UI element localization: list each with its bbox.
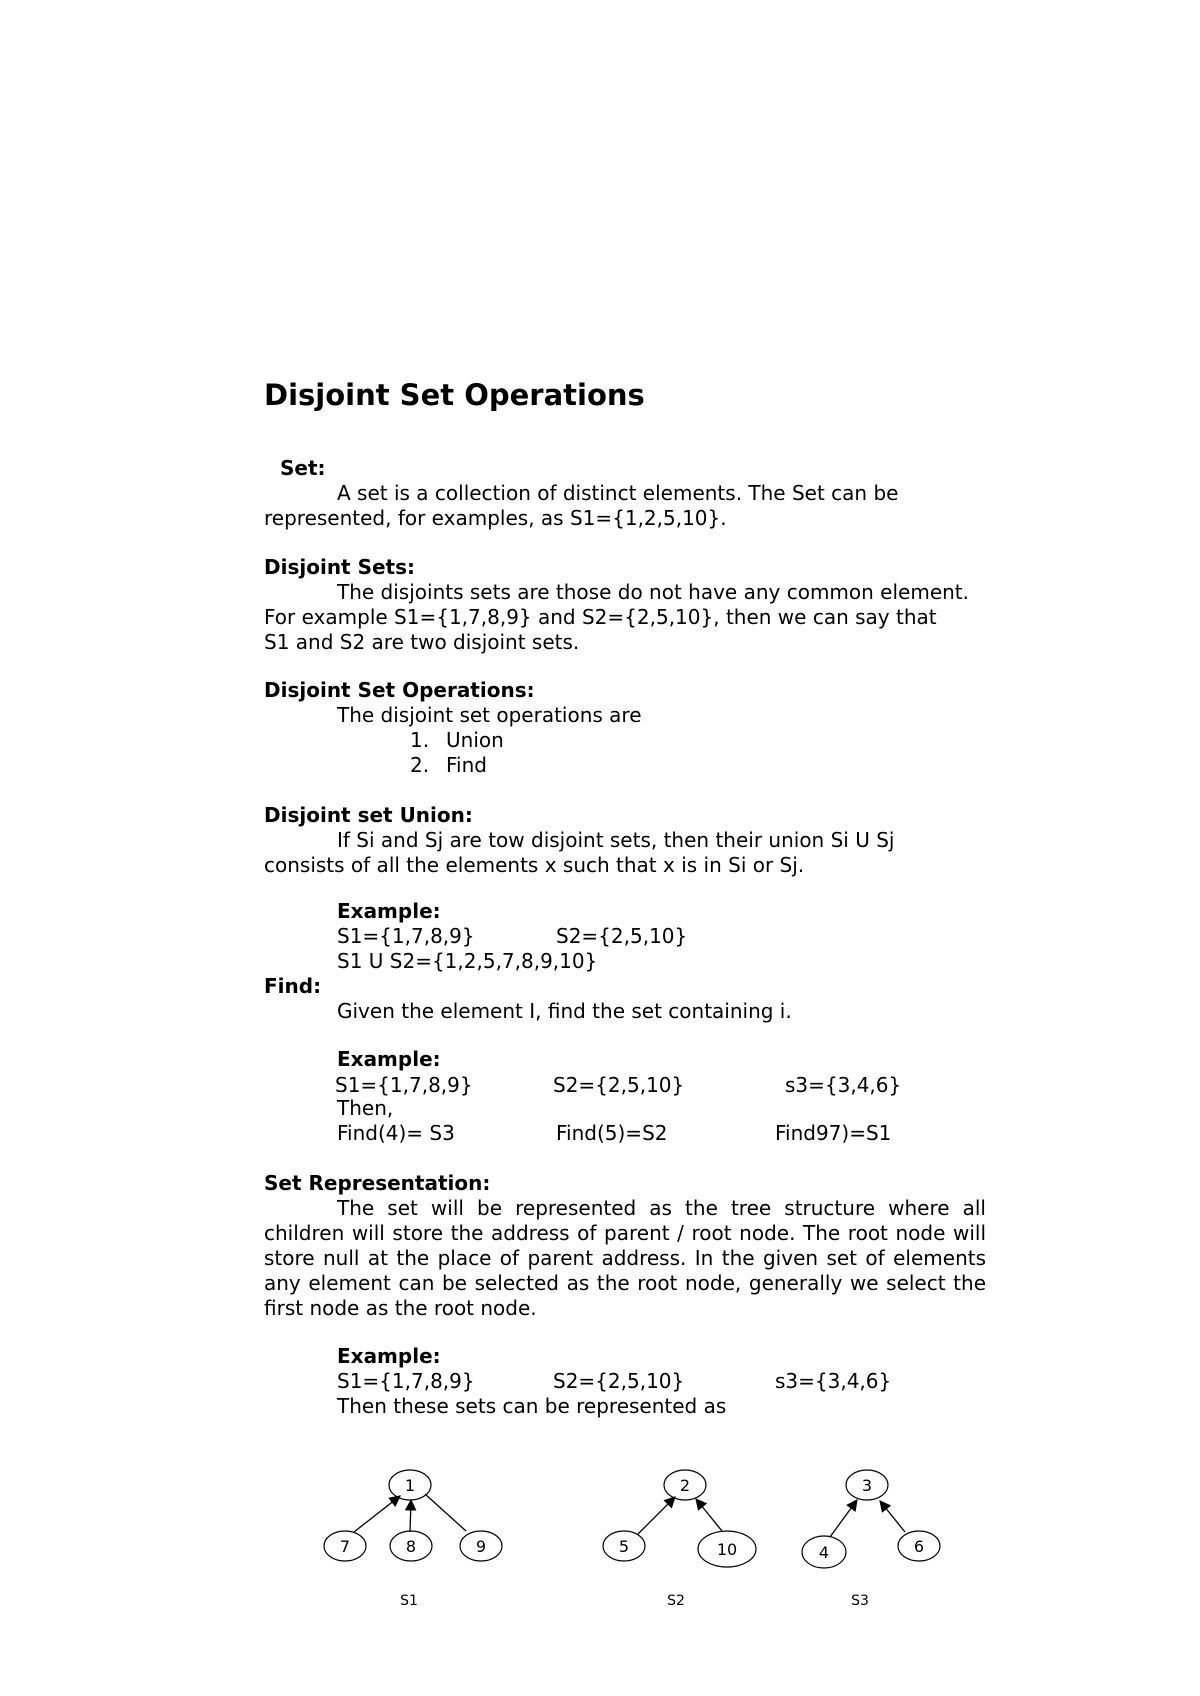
union-example-s1: S1={1,7,8,9} [337, 924, 475, 948]
tree-node-label: 7 [339, 1537, 351, 1556]
find-heading: Find: [264, 974, 322, 998]
tree-node-label: 1 [404, 1476, 416, 1495]
find-example-s3: s3={3,4,6} [785, 1073, 902, 1097]
find-example-heading: Example: [337, 1047, 441, 1071]
disjoint-sets-heading: Disjoint Sets: [264, 555, 416, 579]
disjoint-sets-line3: S1 and S2 are two disjoint sets. [264, 630, 580, 654]
tree-node-label: 4 [818, 1543, 830, 1562]
tree-caption-s1: S1 [400, 1593, 418, 1609]
union-line1: If Si and Sj are tow disjoint sets, then their union Si U Sj [337, 828, 895, 852]
representation-heading: Set Representation: [264, 1171, 491, 1195]
disjoint-sets-line2: For example S1={1,7,8,9} and S2={2,5,10}, then we can say that [264, 605, 937, 629]
operations-item-number: 1. [410, 728, 430, 752]
tree-caption-s3: S3 [851, 1593, 869, 1609]
find-example-s1: S1={1,7,8,9} [335, 1073, 473, 1097]
edge-4-to-3 [830, 1500, 857, 1537]
union-example-s2: S2={2,5,10} [556, 924, 688, 948]
operations-item-union: Union [446, 728, 504, 752]
edge-5-to-2 [638, 1497, 675, 1534]
representation-example-s1: S1={1,7,8,9} [337, 1369, 475, 1393]
edge-10-to-2 [696, 1499, 722, 1531]
tree-node-label: 2 [679, 1476, 691, 1495]
operations-intro: The disjoint set operations are [337, 703, 642, 727]
find-result-3: Find97)=S1 [775, 1121, 892, 1145]
tree-node-label: 8 [405, 1537, 417, 1556]
find-line1: Given the element I, find the set containing i. [337, 999, 792, 1023]
edge-6-to-3 [880, 1501, 905, 1532]
find-example-s2: S2={2,5,10} [553, 1073, 685, 1097]
tree-node-label: 9 [475, 1537, 487, 1556]
operations-item-number: 2. [410, 753, 430, 777]
tree-caption-s2: S2 [667, 1593, 685, 1609]
tree-node-label: 3 [861, 1476, 873, 1495]
representation-then: Then these sets can be represented as [337, 1394, 727, 1418]
tree-node-label: 10 [716, 1540, 738, 1559]
edge-9-to-1 [425, 1494, 466, 1531]
find-result-2: Find(5)=S2 [556, 1121, 668, 1145]
tree-s1 [324, 1470, 502, 1609]
set-heading: Set: [280, 456, 326, 480]
set-text-line2: represented, for examples, as S1={1,2,5,10}. [264, 506, 727, 530]
tree-s3 [802, 1470, 940, 1609]
representation-example-s2: S2={2,5,10} [553, 1369, 685, 1393]
operations-item-find: Find [446, 753, 487, 777]
tree-node-label: 5 [618, 1537, 630, 1556]
union-example-result: S1 U S2={1,2,5,7,8,9,10} [337, 949, 598, 973]
edge-8-to-1 [410, 1500, 411, 1532]
representation-example-heading: Example: [337, 1344, 441, 1368]
set-text-line1: A set is a collection of distinct elements. The Set can be [337, 481, 899, 505]
edge-7-to-1 [354, 1496, 400, 1532]
find-result-1: Find(4)= S3 [337, 1121, 455, 1145]
disjoint-sets-line1: The disjoints sets are those do not have any common element. [337, 580, 970, 604]
page-title: Disjoint Set Operations [264, 378, 645, 412]
representation-paragraph-text: The set will be represented as the tree structure where all children will store the address of parent / root node. The root node will store null at the place of parent address. In the given set of elements any element can be selected as the root node, generally we select the first node as the root node. [264, 1196, 986, 1320]
union-example-heading: Example: [337, 899, 441, 923]
find-then: Then, [337, 1096, 394, 1120]
tree-node-label: 6 [913, 1537, 925, 1556]
operations-heading: Disjoint Set Operations: [264, 678, 535, 702]
union-heading: Disjoint set Union: [264, 803, 473, 827]
representation-example-s3: s3={3,4,6} [775, 1369, 892, 1393]
union-line2: consists of all the elements x such that x is in Si or Sj. [264, 853, 805, 877]
tree-s2 [603, 1470, 756, 1609]
